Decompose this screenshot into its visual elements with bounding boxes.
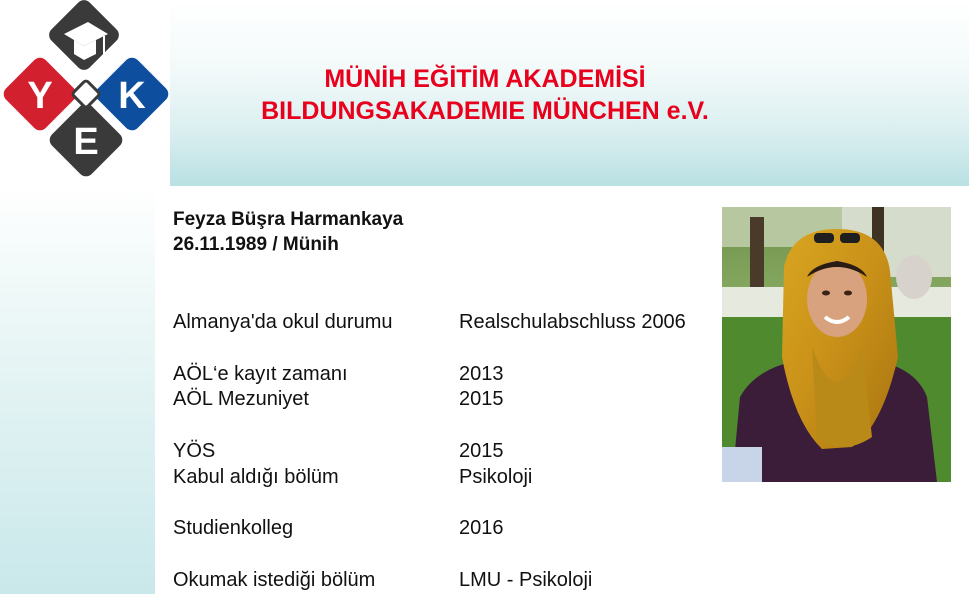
info-value: 2016 [459, 517, 504, 539]
info-label: Studienkolleg [173, 517, 294, 539]
info-value: 2013 [459, 363, 504, 385]
portrait-photo [722, 207, 951, 482]
info-label: Almanya'da okul durumu [173, 311, 393, 333]
logo-letter-e: E [73, 121, 99, 163]
person-info [173, 207, 403, 257]
person-name: Feyza Büşra Harmankaya [173, 209, 404, 230]
logo-letter-y: Y [27, 75, 53, 117]
info-label: Okumak istediği bölüm [173, 569, 376, 591]
info-value: Realschulabschluss 2006 [459, 311, 686, 333]
academy-title-de: BILDUNGSAKADEMIE MÜNCHEN e.V. [261, 97, 709, 125]
graduation-cap-icon [46, 0, 122, 73]
yek-logo [0, 0, 172, 186]
academy-title-tr: MÜNİH EĞİTİM AKADEMİSİ [324, 65, 646, 93]
info-value: 2015 [459, 440, 504, 462]
info-label: Kabul aldığı bölüm [173, 466, 339, 488]
left-band [0, 186, 155, 594]
info-label: YÖS [173, 440, 216, 462]
person-birth: 26.11.1989 / Münih [173, 234, 339, 255]
info-label: AÖL‘e kayıt zamanı [173, 363, 348, 385]
info-value: Psikoloji [459, 466, 533, 488]
info-value: LMU - Psikoloji [459, 569, 593, 591]
info-label: AÖL Mezuniyet [173, 388, 309, 410]
logo-letter-k: K [118, 75, 146, 117]
info-value: 2015 [459, 388, 504, 410]
